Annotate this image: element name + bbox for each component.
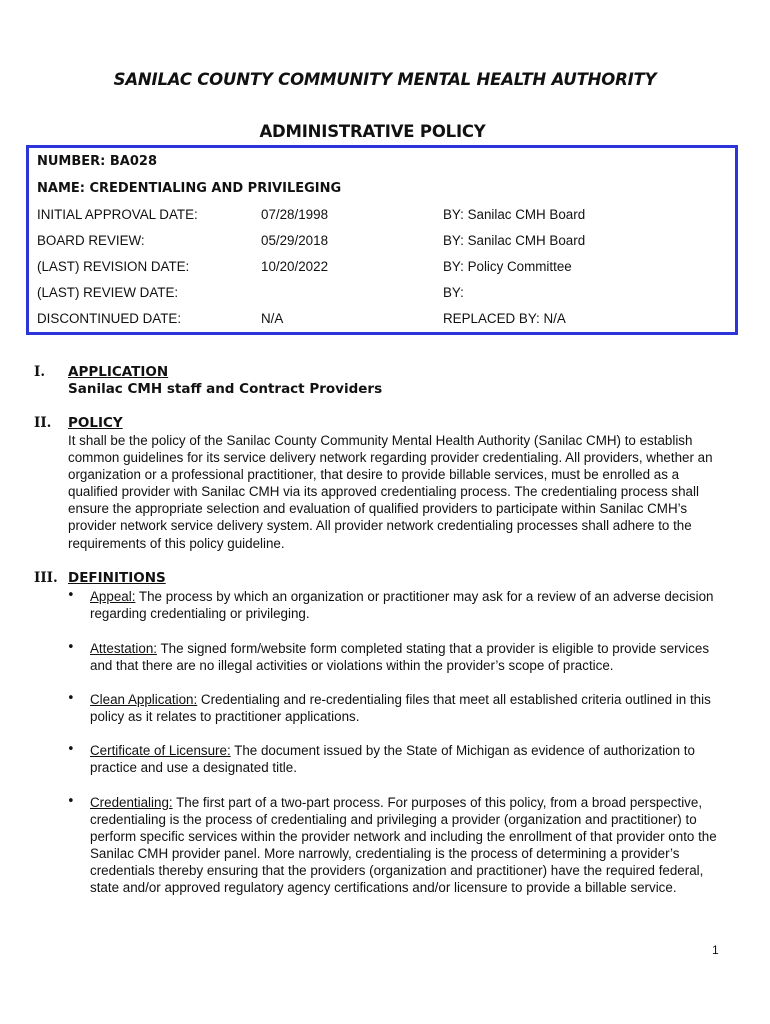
definition-text: The process by which an organization or practitioner may ask for a review of an adverse decision regarding credentialing or privileging. — [90, 589, 714, 622]
definition-term: Clean Application: — [90, 692, 198, 707]
section-subheading: Sanilac CMH staff and Contract Providers — [68, 381, 383, 397]
bullet: • — [67, 588, 75, 603]
section-heading-policy: POLICY — [68, 415, 123, 431]
definition-text: The first part of a two-part process. For purposes of this policy, from a broad perspective, credentialing is the process of credentialing and privileging a provider (organization and practitioner) to perform specific services within the provider network and including the enrollment of that provider onto the Sanilac CMH provider panel. More narrowly, credentialing is the process of determining a provider’s credentials thereby ensuring that the providers (organization and practitioner) have the required federal, state and/or approved regulatory agency certifications and/or licensure to provide a billable service. — [90, 795, 717, 896]
row-label: INITIAL APPROVAL DATE: — [37, 207, 198, 222]
definition-term: Attestation: — [90, 641, 157, 656]
organization-title: SANILAC COUNTY COMMUNITY MENTAL HEALTH AUTHORITY — [113, 70, 657, 89]
row-label: (LAST) REVIEW DATE: — [37, 285, 179, 300]
bullet: • — [67, 742, 75, 757]
row-by: BY: Policy Committee — [443, 259, 572, 274]
section-number: III. — [34, 570, 58, 586]
row-date: 05/29/2018 — [261, 233, 329, 248]
section-number: I. — [34, 364, 46, 380]
bullet: • — [67, 794, 75, 809]
definition-appeal — [90, 588, 730, 622]
policy-name: NAME: CREDENTIALING AND PRIVILEGING — [37, 181, 342, 196]
row-date: N/A — [261, 311, 284, 326]
row-date: 10/20/2022 — [261, 259, 329, 274]
review-row — [29, 285, 735, 303]
definition-term: Credentialing: — [90, 795, 173, 810]
section-number: II. — [34, 415, 52, 431]
row-label: DISCONTINUED DATE: — [37, 311, 182, 326]
revision-row — [29, 259, 735, 277]
policy-paragraph: It shall be the policy of the Sanilac County Community Mental Health Authority (Sanilac CMH) to establish common guidelines for its service delivery network regarding provider credentialing. All providers, whether an organization or a professional practitioner, that desire to provide billable services, must be enrolled as a qualified provider with Sanilac CMH via its approved credentialing process. The credentialing process shall ensure the appropriate selection and evaluation of qualified providers to participate within Sanilac CMH’s provider network service delivery system. All provider network credentialing processes shall adhere to the requirements of this policy guideline. — [68, 433, 713, 551]
row-label: (LAST) REVISION DATE: — [37, 259, 190, 274]
definition-attestation — [90, 640, 730, 674]
row-date: 07/28/1998 — [261, 207, 329, 222]
policy-number: NUMBER: BA028 — [37, 154, 158, 169]
definition-text: The document issued by the State of Michigan as evidence of authorization to practice and use a designated title. — [90, 743, 695, 776]
board-review-row — [29, 233, 735, 251]
row-by: REPLACED BY: N/A — [443, 311, 566, 326]
row-by: BY: Sanilac CMH Board — [443, 207, 586, 222]
discontinued-row — [29, 311, 735, 329]
approval-row — [29, 207, 735, 225]
row-label: BOARD REVIEW: — [37, 233, 145, 248]
definition-term: Appeal: — [90, 589, 136, 604]
definition-text: The signed form/website form completed stating that a provider is eligible to provide services and that there are no illegal activities or violations within the provider’s scope of practice. — [90, 641, 710, 674]
row-by: BY: — [443, 285, 464, 300]
definition-credentialing — [90, 794, 730, 897]
document-type-title: ADMINISTRATIVE POLICY — [259, 122, 486, 141]
bullet: • — [67, 640, 75, 655]
definition-term: Certificate of Licensure: — [90, 743, 231, 758]
section-heading-application: APPLICATION — [68, 364, 169, 380]
policy-info-box — [26, 145, 738, 335]
row-by: BY: Sanilac CMH Board — [443, 233, 586, 248]
section-heading-definitions: DEFINITIONS — [68, 570, 166, 586]
bullet: • — [67, 691, 75, 706]
page-number: 1 — [712, 943, 719, 957]
definition-certificate-of-licensure — [90, 742, 730, 776]
definition-text: Credentialing and re-credentialing files that meet all established criteria outlined in this policy as it relates to practitioner applications. — [90, 692, 711, 725]
definition-clean-application — [90, 691, 730, 725]
